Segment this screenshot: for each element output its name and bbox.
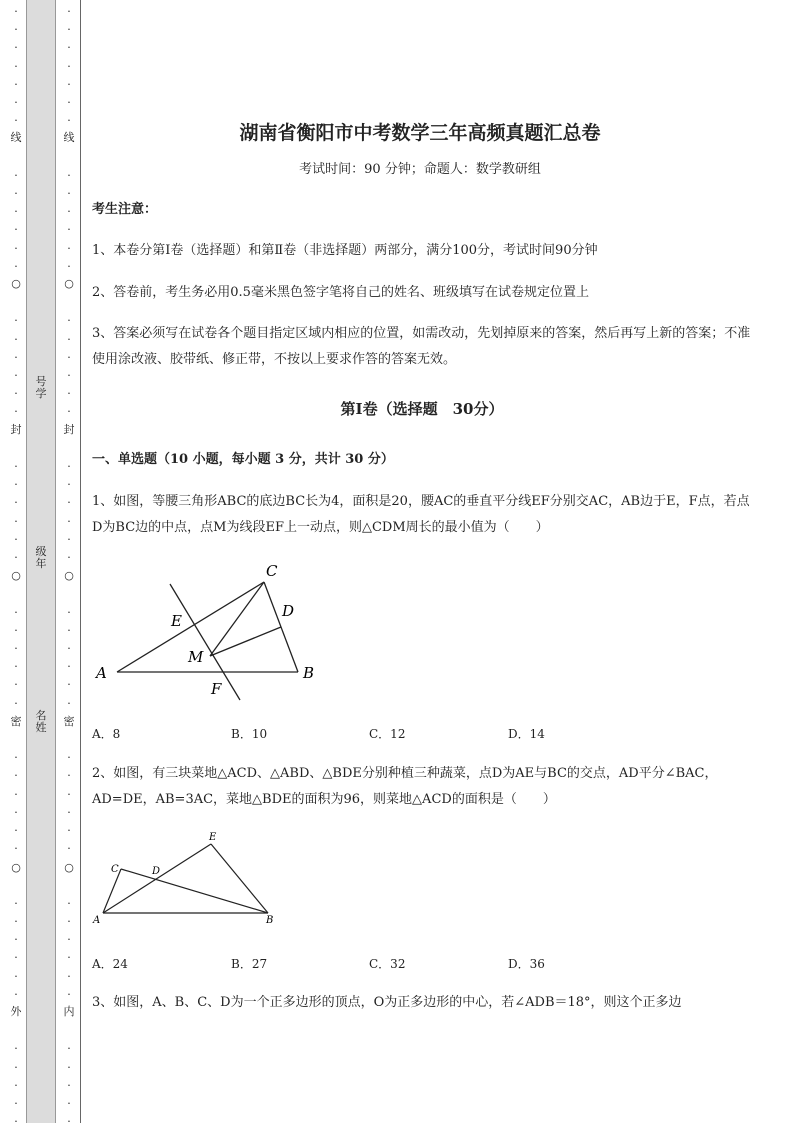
binding-dot: · (14, 1042, 18, 1056)
notice-heading: 考生注意： (92, 202, 158, 217)
binding-dot: · (14, 5, 18, 18)
binding-dot: · (14, 405, 18, 419)
point-label-b: B (266, 915, 274, 926)
binding-dot: · (67, 805, 71, 819)
binding-dot: · (67, 187, 71, 200)
binding-dot: · (67, 933, 71, 947)
binding-dot: · (67, 259, 71, 273)
binding-dot: · (14, 259, 18, 273)
point-label-e: E (171, 612, 182, 630)
binding-dot: · (14, 933, 18, 947)
point-label-e: E (209, 832, 217, 843)
binding-dot: · (67, 223, 71, 237)
binding-dot: · (14, 969, 18, 983)
point-label-d: D (152, 866, 161, 877)
binding-dot: · (67, 896, 71, 910)
q2-option-d: D．36 (508, 957, 545, 971)
binding-dot: · (14, 787, 18, 801)
margin-label-left-6: ○ (11, 861, 21, 874)
binding-dot: · (67, 787, 71, 801)
binding-dot: · (67, 1060, 71, 1074)
question-1-text: 1、如图，等腰三角形ABC的底边BC长为4，面积是20，腰AC的垂直平分线EF分别交AC，AB边于E，F点，若点D为BC边的中点，点M为线段EF上一动点，则△CDM周长的最小值为（ ） (92, 494, 750, 535)
binding-dot: · (67, 332, 71, 346)
question-2-text: 2、如图，有三块菜地△ACD、△ABD、△BDE分别种植三种蔬菜，点D为AE与BC的交点，AD平分∠BAC，AD=DE，AB=3AC，菜地△BDE的面积为96，则菜地△ACD的面积是（ ） (92, 766, 718, 807)
margin-label-right-6: ○ (64, 861, 74, 874)
margin-label-right-3: 封 (63, 423, 75, 436)
binding-dot: · (67, 660, 71, 674)
binding-dot: · (14, 1060, 18, 1074)
margin-label-right-1: 线 (63, 131, 75, 144)
point-label-a: A (96, 664, 107, 682)
binding-dot: · (14, 1097, 18, 1110)
binding-dot: · (14, 896, 18, 910)
binding-dot: · (67, 23, 71, 37)
question-3-text: 3、如图，A、B、C、D为一个正多边形的顶点，O为正多边形的中心，若∠ADB＝18°，则这个正多边 (92, 995, 682, 1010)
binding-dot: · (14, 951, 18, 965)
field-student-number: 号学 (35, 375, 47, 400)
binding-dot: · (67, 478, 71, 492)
binding-dot: · (14, 696, 18, 710)
binding-dot: · (14, 532, 18, 546)
binding-dot: · (67, 642, 71, 655)
point-label-d: D (282, 602, 295, 620)
section-heading: 一、单选题（10 小题，每小题 3 分，共计 30 分） (92, 452, 394, 467)
binding-dot: · (14, 551, 18, 564)
binding-dot: · (14, 460, 18, 473)
point-label-m: M (188, 648, 204, 666)
binding-dot: · (67, 350, 71, 364)
binding-dot: · (67, 551, 71, 564)
binding-dot: · (67, 1115, 71, 1128)
side-eb (211, 844, 268, 913)
segment-cb (121, 869, 268, 913)
binding-dot: · (67, 241, 71, 255)
q1-option-c: C．12 (369, 727, 406, 741)
q1-option-a: A．8 (92, 727, 121, 741)
binding-dot: · (14, 496, 18, 510)
margin-label-left-1: 线 (10, 131, 22, 144)
binding-dot: · (67, 605, 71, 619)
binding-dot: · (14, 59, 18, 73)
binding-dot: · (14, 805, 18, 819)
perpendicular-bisector-ef (170, 584, 240, 700)
notice-item-1: 1、本卷分第Ⅰ卷（选择题）和第Ⅱ卷（非选择题）两部分，满分100分，考试时间90分钟 (92, 243, 598, 258)
margin-label-left-4: ○ (11, 569, 21, 582)
binding-dot: · (14, 332, 18, 346)
binding-dot: · (67, 205, 71, 219)
page-title: 湖南省衡阳市中考数学三年高频真题汇总卷 (239, 122, 601, 144)
q1-option-b: B．10 (231, 727, 268, 741)
segment-ae (103, 844, 211, 913)
binding-dot: · (67, 951, 71, 965)
binding-dot: · (67, 496, 71, 510)
question-2-figure (90, 828, 290, 928)
binding-dot: · (67, 77, 71, 91)
margin-label-left-5: 密 (10, 715, 22, 728)
binding-dot: · (67, 1078, 71, 1092)
q2-option-b: B．27 (231, 957, 268, 971)
binding-dot: · (67, 532, 71, 546)
binding-dot: · (14, 77, 18, 91)
binding-dot: · (67, 842, 71, 856)
binding-dot: · (14, 187, 18, 200)
binding-dot: · (67, 987, 71, 1001)
binding-dot: · (14, 915, 18, 928)
point-label-a: A (93, 915, 101, 926)
margin-label-left-3: 封 (10, 423, 22, 436)
point-label-c: C (266, 562, 278, 580)
binding-dot: · (67, 696, 71, 710)
binding-dot: · (67, 678, 71, 692)
binding-dot: · (14, 387, 18, 401)
binding-dot: · (14, 769, 18, 783)
binding-dot: · (14, 623, 18, 637)
binding-dot: · (67, 769, 71, 783)
part-title: 第Ⅰ卷（选择题 30分） (340, 400, 504, 418)
binding-dot: · (14, 114, 18, 128)
notice-item-3: 3、答案必须写在试卷各个题目指定区域内相应的位置，如需改动，先划掉原来的答案，然后再写上新的答案；不准使用涂改液、胶带纸、修正带，不按以上要求作答的答案无效。 (92, 326, 751, 367)
question-1-figure (90, 558, 330, 703)
binding-dot: · (67, 369, 71, 382)
binding-dot: · (67, 460, 71, 473)
binding-dot: · (67, 314, 71, 328)
binding-dot: · (14, 678, 18, 692)
binding-dot: · (14, 314, 18, 328)
binding-dot: · (14, 41, 18, 55)
binding-dot: · (67, 1097, 71, 1110)
binding-dot: · (14, 642, 18, 655)
binding-dot: · (14, 223, 18, 237)
binding-dot: · (14, 23, 18, 37)
binding-dot: · (67, 514, 71, 528)
binding-dot: · (14, 241, 18, 255)
binding-dot: · (67, 114, 71, 128)
binding-dot: · (67, 41, 71, 55)
binding-dot: · (67, 405, 71, 419)
q2-option-c: C．32 (369, 957, 406, 971)
binding-dot: · (14, 751, 18, 765)
binding-dot: · (14, 1115, 18, 1128)
point-label-c: C (111, 864, 119, 875)
binding-dot: · (14, 478, 18, 492)
binding-dot: · (67, 59, 71, 73)
binding-dot: · (14, 514, 18, 528)
notice-item-2: 2、答卷前，考生务必用0.5毫米黑色签字笔将自己的姓名、班级填写在试卷规定位置上 (92, 285, 589, 300)
field-grade: 级年 (35, 545, 47, 570)
binding-dot: · (14, 605, 18, 619)
binding-dot: · (14, 350, 18, 364)
field-name: 名姓 (35, 709, 47, 734)
binding-dot: · (14, 1078, 18, 1092)
binding-dot: · (67, 623, 71, 637)
binding-dot: · (14, 987, 18, 1001)
binding-dot: · (67, 168, 71, 182)
q2-option-a: A．24 (92, 957, 128, 971)
binding-border-line (80, 0, 81, 1123)
binding-dot: · (67, 96, 71, 109)
margin-label-left-2: ○ (11, 277, 21, 290)
binding-dot: · (67, 969, 71, 983)
binding-dot: · (14, 96, 18, 109)
side-ac (103, 869, 121, 913)
margin-label-right-5: 密 (63, 715, 75, 728)
binding-dot: · (67, 751, 71, 765)
binding-dot: · (14, 824, 18, 837)
binding-dot: · (14, 369, 18, 382)
binding-dot: · (14, 205, 18, 219)
point-label-b: B (303, 664, 315, 682)
binding-dot: · (67, 1042, 71, 1056)
binding-dot: · (14, 168, 18, 182)
binding-dot: · (67, 824, 71, 837)
point-label-f: F (211, 680, 222, 698)
binding-dot: · (67, 5, 71, 18)
margin-label-right-7: 内 (63, 1005, 75, 1018)
margin-label-right-2: ○ (64, 277, 74, 290)
margin-label-left-7: 外 (10, 1005, 22, 1018)
binding-dot: · (67, 915, 71, 928)
binding-dot: · (67, 387, 71, 401)
binding-dot: · (14, 842, 18, 856)
exam-subtitle: 考试时间：90 分钟；命题人：数学教研组 (299, 162, 541, 177)
q1-option-d: D．14 (508, 727, 545, 741)
binding-dot: · (14, 660, 18, 674)
margin-label-right-4: ○ (64, 569, 74, 582)
